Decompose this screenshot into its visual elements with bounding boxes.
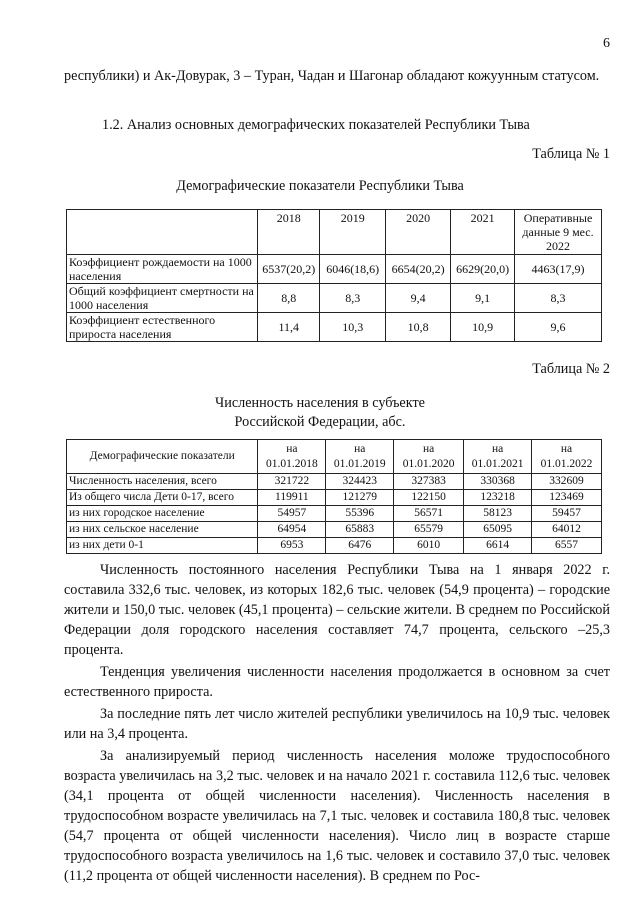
table-header-row bbox=[67, 440, 602, 474]
table-row bbox=[67, 284, 602, 313]
table-cell: 65579 bbox=[394, 522, 464, 538]
table-cell: 332609 bbox=[532, 474, 602, 490]
table-cell: 330368 bbox=[464, 474, 532, 490]
table1-label: Таблица № 1 bbox=[532, 146, 610, 162]
table-cell: 122150 bbox=[394, 490, 464, 506]
table-header-cell: 2021 bbox=[451, 210, 515, 255]
section-title: 1.2. Анализ основных демографических показателей Республики Тыва bbox=[102, 117, 530, 133]
table-cell: 324423 bbox=[326, 474, 394, 490]
table-cell: 8,3 bbox=[515, 284, 602, 313]
table-header-cell: на 01.01.2022 bbox=[532, 440, 602, 474]
table-cell: 56571 bbox=[394, 506, 464, 522]
table-header-cell: 2019 bbox=[320, 210, 386, 255]
table-cell: 121279 bbox=[326, 490, 394, 506]
table-header-cell: Оперативные данные 9 мес. 2022 bbox=[515, 210, 602, 255]
paragraph: Тенденция увеличения численности населения продолжается в основном за счет естественного прироста. bbox=[64, 664, 610, 700]
table-cell: 10,3 bbox=[320, 313, 386, 342]
table-cell: Общий коэффициент смертности на 1000 населения bbox=[67, 284, 258, 313]
table-cell: 10,8 bbox=[386, 313, 451, 342]
table-cell: 59457 bbox=[532, 506, 602, 522]
table-cell: 11,4 bbox=[258, 313, 320, 342]
table-cell: 8,3 bbox=[320, 284, 386, 313]
paragraph: Численность постоянного населения Республики Тыва на 1 января 2022 г. составила 332,6 тыс. человек, из которых 182,6 тыс. человек (54,9 процента) – городские жители и 150,0 тыс. человек (45,1 процента) – сельские жители. В среднем по Российской Федерации доля городского населения составляет 74,7 процента, сельского –25,3 процента. bbox=[64, 562, 610, 658]
paragraph: За анализируемый период численность населения моложе трудоспособного возраста увеличилась на 3,2 тыс. человек и на начало 2021 г. составила 112,6 тыс. человек (34,1 процента от общей численности населения). Численность населения в трудоспособном возрасте увеличилась на 7,1 тыс. человек и составила 180,8 тыс. человек (54,7 процента от общей численности населения). Число лиц в возрасте старше трудоспособного возраста увеличилось на 1,6 тыс. человек и составило 37,0 тыс. человек (11,2 процента от общей численности населения). В среднем по Рос- bbox=[64, 748, 610, 884]
table-cell: 6953 bbox=[258, 538, 326, 554]
table-cell: 4463(17,9) bbox=[515, 255, 602, 284]
table2-title bbox=[0, 394, 640, 432]
table-cell: 8,8 bbox=[258, 284, 320, 313]
table-cell: 123218 bbox=[464, 490, 532, 506]
table-header-cell: на 01.01.2020 bbox=[394, 440, 464, 474]
table2-label: Таблица № 2 bbox=[532, 361, 610, 377]
table-cell: 6537(20,2) bbox=[258, 255, 320, 284]
table-cell: 123469 bbox=[532, 490, 602, 506]
table-cell: из них сельское население bbox=[67, 522, 258, 538]
table-header-row bbox=[67, 210, 602, 255]
table-cell: 6010 bbox=[394, 538, 464, 554]
table-cell: Из общего числа Дети 0-17, всего bbox=[67, 490, 258, 506]
table-row bbox=[67, 506, 602, 522]
table-header-cell: Демографические показатели bbox=[67, 440, 258, 474]
table-cell: 6614 bbox=[464, 538, 532, 554]
table-cell: из них городское население bbox=[67, 506, 258, 522]
table-cell: 9,4 bbox=[386, 284, 451, 313]
table-row bbox=[67, 313, 602, 342]
table-header-cell: на 01.01.2021 bbox=[464, 440, 532, 474]
table-cell: 65095 bbox=[464, 522, 532, 538]
table-cell: 54957 bbox=[258, 506, 326, 522]
table-row bbox=[67, 474, 602, 490]
table-row bbox=[67, 255, 602, 284]
table-cell: 6046(18,6) bbox=[320, 255, 386, 284]
table-cell: 6629(20,0) bbox=[451, 255, 515, 284]
body-text bbox=[64, 560, 610, 888]
paragraph: За последние пять лет число жителей республики увеличилось на 10,9 тыс. человек или на 3,4 процента. bbox=[64, 706, 610, 742]
table-cell: 64954 bbox=[258, 522, 326, 538]
page-number: 6 bbox=[603, 36, 610, 51]
demographic-indicators-table bbox=[66, 209, 602, 342]
table-row bbox=[67, 490, 602, 506]
table1-title: Демографические показатели Республики Тыва bbox=[176, 178, 464, 194]
table-cell: 10,9 bbox=[451, 313, 515, 342]
table-cell: 119911 bbox=[258, 490, 326, 506]
table-header-cell: на 01.01.2019 bbox=[326, 440, 394, 474]
table-cell: Численность населения, всего bbox=[67, 474, 258, 490]
table-cell: 6557 bbox=[532, 538, 602, 554]
table-cell: 65883 bbox=[326, 522, 394, 538]
population-table bbox=[66, 439, 602, 554]
table-cell: 327383 bbox=[394, 474, 464, 490]
table-header-cell bbox=[67, 210, 258, 255]
table-header-cell: 2018 bbox=[258, 210, 320, 255]
table-row bbox=[67, 538, 602, 554]
table-cell: Коэффициент естественного прироста населения bbox=[67, 313, 258, 342]
table-cell: 58123 bbox=[464, 506, 532, 522]
table-header-cell: 2020 bbox=[386, 210, 451, 255]
table-cell: 9,6 bbox=[515, 313, 602, 342]
intro-paragraph: республики) и Ак-Довурак, 3 – Туран, Чадан и Шагонар обладают кожуунным статусом. bbox=[64, 68, 600, 84]
table-header-cell: на 01.01.2018 bbox=[258, 440, 326, 474]
table-cell: Коэффициент рождаемости на 1000 населения bbox=[67, 255, 258, 284]
table-cell: из них дети 0-1 bbox=[67, 538, 258, 554]
table-cell: 6654(20,2) bbox=[386, 255, 451, 284]
table-cell: 6476 bbox=[326, 538, 394, 554]
table-cell: 64012 bbox=[532, 522, 602, 538]
table-cell: 55396 bbox=[326, 506, 394, 522]
table-row bbox=[67, 522, 602, 538]
table-cell: 9,1 bbox=[451, 284, 515, 313]
table2-title-line: Российской Федерации, абс. bbox=[234, 414, 406, 430]
table2-title-line: Численность населения в субъекте bbox=[215, 395, 425, 411]
table-cell: 321722 bbox=[258, 474, 326, 490]
